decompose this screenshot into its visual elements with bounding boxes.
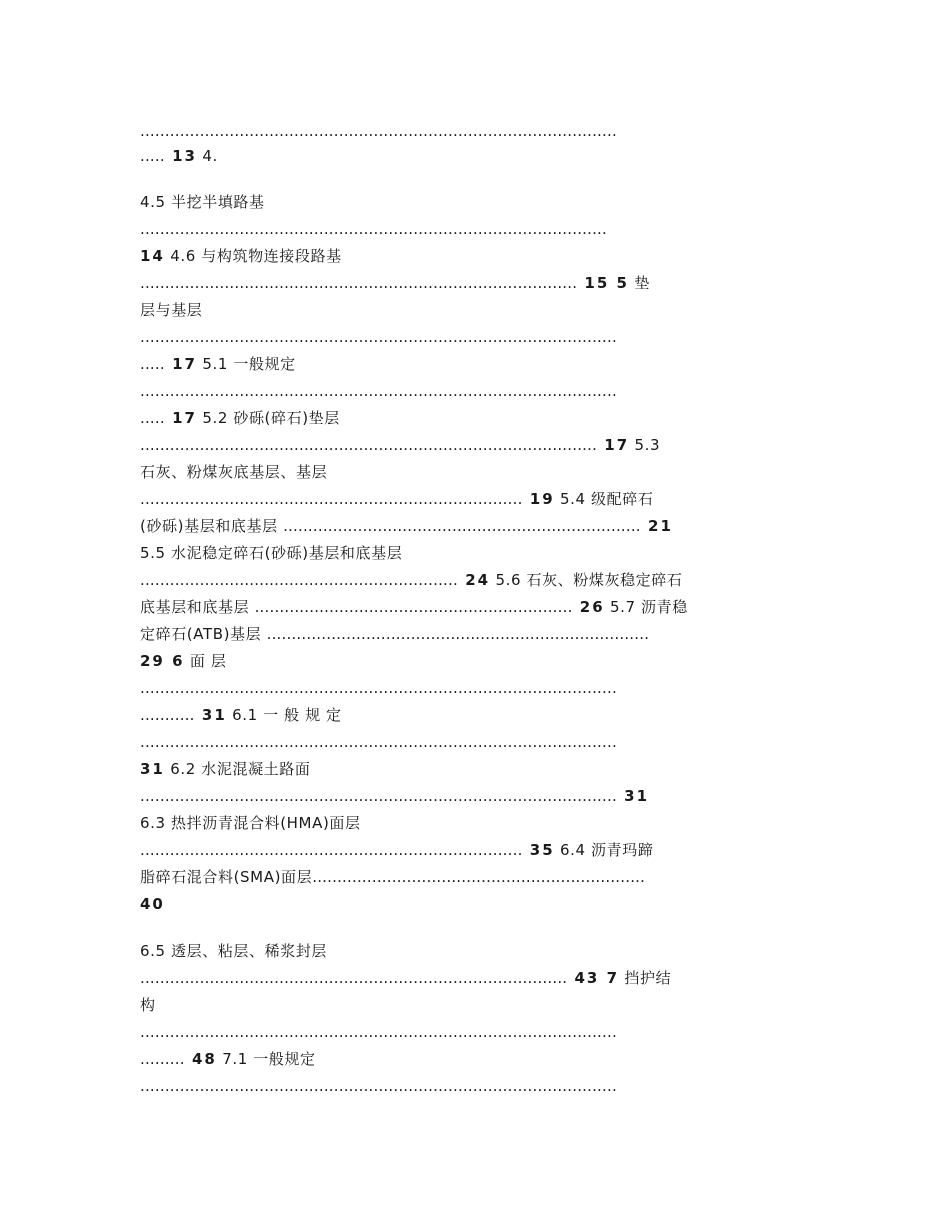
- entry-title: 6.5 透层、粘层、稀浆封层: [140, 942, 328, 960]
- entry-title: 4.: [196, 147, 218, 165]
- toc-line: [140, 1049, 316, 1069]
- toc-line: [140, 219, 607, 239]
- toc-line: [140, 462, 327, 482]
- toc-line: [140, 327, 617, 347]
- page-number: 31: [194, 706, 227, 724]
- entry-title: 5.7 沥青稳: [604, 598, 688, 616]
- leader-dots: .............................................................................: [140, 490, 523, 508]
- leader-dots: ................................................................: [140, 571, 458, 589]
- page-number: 48: [184, 1050, 217, 1068]
- toc-line: [140, 705, 342, 725]
- toc-line: [140, 786, 649, 806]
- toc-line: [140, 624, 649, 644]
- entry-title: 4.6 与构筑物连接段路基: [164, 247, 342, 265]
- leader-dots: ................................................................................................: [140, 328, 617, 346]
- toc-line: [140, 381, 617, 401]
- page-number: 13: [164, 147, 197, 165]
- page-number: 17: [597, 436, 630, 454]
- entry-title: 垫: [628, 274, 650, 292]
- page-number: 19: [522, 490, 555, 508]
- toc-line: [140, 121, 617, 141]
- toc-line: [140, 435, 660, 455]
- leader-dots: .........: [140, 1050, 185, 1068]
- toc-line: [140, 867, 645, 887]
- toc-line: [140, 354, 296, 374]
- page-number: 31: [140, 760, 165, 778]
- toc-line: [140, 995, 156, 1015]
- entry-title: 5.3: [629, 436, 661, 454]
- toc-line: [140, 1076, 617, 1096]
- leader-dots: .....: [140, 409, 165, 427]
- leader-dots: .............................................................................: [266, 625, 650, 643]
- leader-dots: ..............................................................................................: [140, 220, 607, 238]
- leader-dots: ................................................................................................: [140, 122, 617, 140]
- page-number: 15 5: [577, 274, 629, 292]
- entry-title: 5.4 级配碎石: [554, 490, 654, 508]
- toc-line: [140, 678, 617, 698]
- entry-title: 5.6 石灰、粉煤灰稳定碎石: [490, 571, 683, 589]
- leader-dots: ................................................................................................: [140, 733, 617, 751]
- leader-dots: ........................................................................................: [140, 274, 578, 292]
- entry-title: 挡护结: [619, 969, 672, 987]
- entry-title: 5.1 一般规定: [196, 355, 296, 373]
- leader-dots: ................................................................................................: [140, 382, 617, 400]
- entry-title: 7.1 一般规定: [216, 1050, 316, 1068]
- page-number: 14: [140, 247, 165, 265]
- entry-title: 6.1 一 般 规 定: [226, 706, 342, 724]
- entry-title: 面 层: [184, 652, 227, 670]
- leader-dots: ................................................................: [254, 598, 573, 616]
- page-number: 31: [616, 787, 650, 805]
- leader-dots: ........................................................................: [283, 517, 641, 535]
- page-number: 17: [164, 409, 197, 427]
- entry-title: 石灰、粉煤灰底基层、基层: [140, 463, 328, 481]
- page-number: 26: [572, 598, 605, 616]
- leader-dots: ...................................................................: [312, 868, 646, 886]
- toc-line: [140, 732, 617, 752]
- entry-title: 5.2 砂砾(碎石)垫层: [196, 409, 340, 427]
- leader-dots: .....: [140, 147, 165, 165]
- toc-line: [140, 597, 688, 617]
- leader-dots: ................................................................................................: [140, 1077, 617, 1095]
- toc-line: [140, 300, 202, 320]
- toc-line: [140, 759, 310, 779]
- leader-dots: .............................................................................: [140, 841, 523, 859]
- entry-title: 6.4 沥青玛蹄: [554, 841, 654, 859]
- entry-title: 定碎石(ATB)基层: [140, 625, 267, 643]
- entry-title: (砂砾)基层和底基层: [140, 517, 284, 535]
- entry-title: 5.5 水泥稳定碎石(砂砾)基层和底基层: [140, 544, 403, 562]
- toc-line: [140, 894, 165, 914]
- entry-title: 6.2 水泥混凝土路面: [164, 760, 311, 778]
- page-number: 24: [457, 571, 491, 589]
- toc-line: [140, 273, 650, 293]
- toc-line: [140, 246, 342, 266]
- leader-dots: ...........: [140, 706, 195, 724]
- toc-line: [140, 570, 682, 590]
- page-number: 17: [164, 355, 197, 373]
- leader-dots: ................................................................................................: [140, 679, 617, 697]
- leader-dots: ............................................................................................: [140, 436, 598, 454]
- leader-dots: ................................................................................................: [140, 787, 617, 805]
- toc-line: [140, 840, 653, 860]
- toc-line: [140, 941, 327, 961]
- toc-line: [140, 651, 226, 671]
- toc-line: [140, 408, 340, 428]
- page-number: 35: [522, 841, 555, 859]
- toc-line: [140, 968, 671, 988]
- entry-title: 层与基层: [140, 301, 203, 319]
- entry-title: 底基层和底基层: [140, 598, 255, 616]
- page-number: 43 7: [567, 969, 620, 987]
- page-number: 29 6: [140, 652, 185, 670]
- leader-dots: ................................................................................................: [140, 1023, 617, 1041]
- leader-dots: .....: [140, 355, 165, 373]
- toc-line: [140, 813, 361, 833]
- toc-line: [140, 516, 673, 536]
- entry-title: 脂碎石混合料(SMA)面层: [140, 868, 313, 886]
- entry-title: 6.3 热拌沥青混合料(HMA)面层: [140, 814, 361, 832]
- entry-title: 4.5 半挖半填路基: [140, 193, 265, 211]
- toc-line: [140, 489, 653, 509]
- toc-line: [140, 543, 402, 563]
- toc-line: [140, 1022, 617, 1042]
- entry-title: 构: [140, 996, 156, 1014]
- leader-dots: ......................................................................................: [140, 969, 568, 987]
- toc-line: [140, 146, 218, 166]
- toc-line: [140, 192, 265, 212]
- page-number: 21: [640, 517, 673, 535]
- page-number: 40: [140, 895, 165, 913]
